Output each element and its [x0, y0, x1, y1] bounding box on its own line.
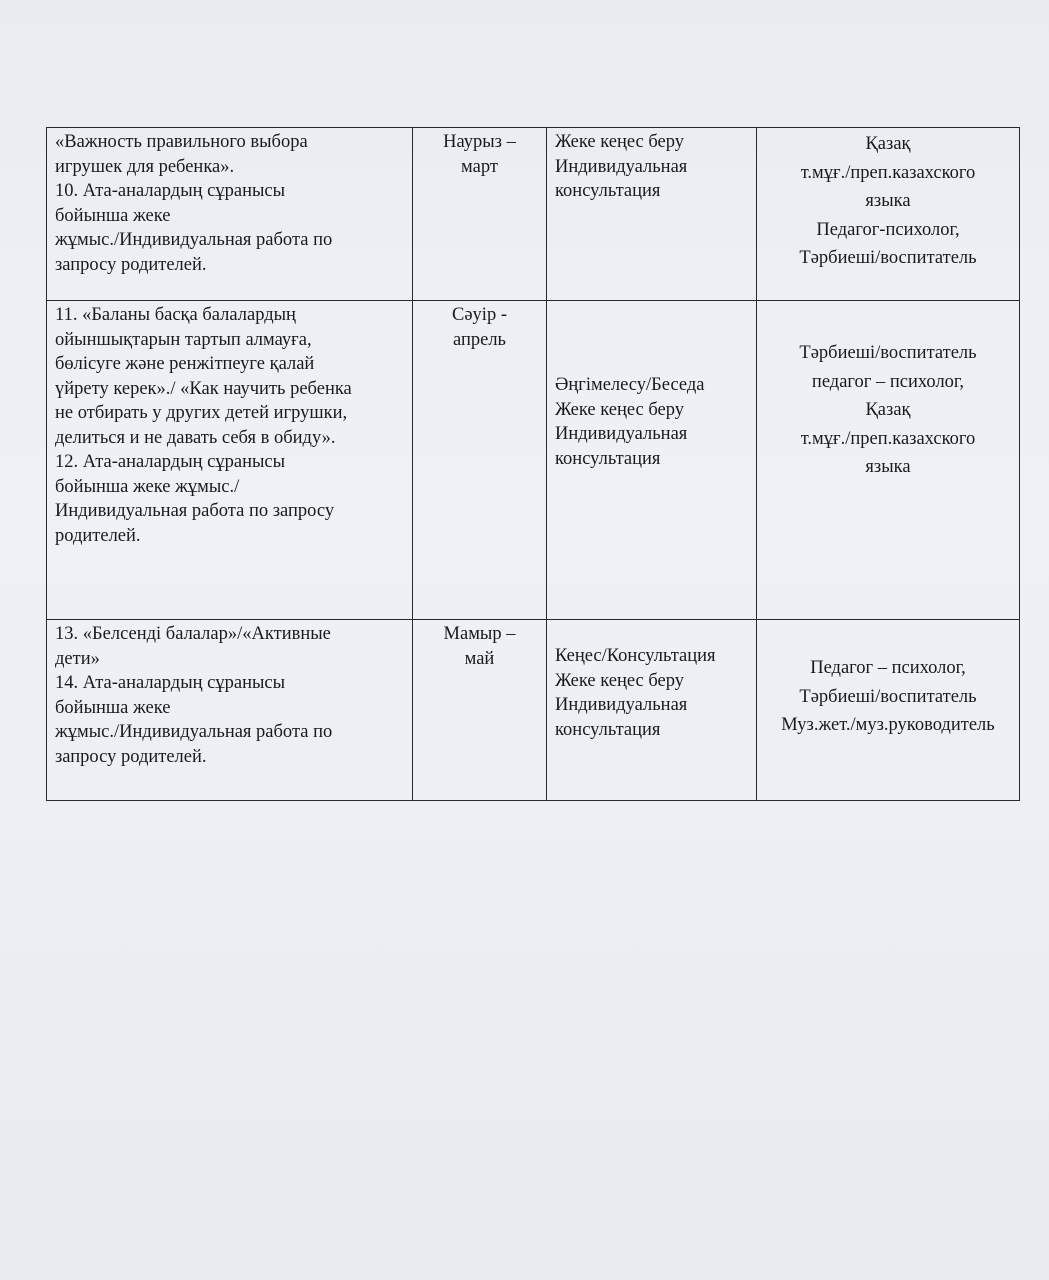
responsible-line: Тәрбиеші/воспитатель: [799, 343, 977, 363]
work-plan-table: [46, 127, 1020, 801]
topic-line: 14. Ата-аналардың сұранысы: [55, 673, 286, 693]
responsible-line: педагог – психолог,: [811, 371, 965, 392]
form-line: Әңгімелесу/Беседа: [555, 375, 705, 395]
topic-line: үйрету керек»./ «Как научить ребенка: [55, 378, 352, 399]
responsible-line: Тәрбиеші/воспитатель: [799, 248, 977, 268]
responsible-line: т.мұғ./преп.казахского: [800, 428, 976, 449]
topic-line: запросу родителей.: [55, 746, 207, 767]
responsible-line: Муз.жет./муз.руководитель: [781, 715, 995, 735]
date-line: Наурыз –: [443, 132, 516, 152]
topic-line: бойынша жеке: [55, 697, 171, 718]
responsible-line: т.мұғ./преп.казахского: [800, 162, 976, 183]
topic-line: Индивидуальная работа по запросу: [55, 501, 335, 521]
responsible-line: Қазақ: [865, 134, 911, 154]
topic-line: бойынша жеке жұмыс./: [55, 476, 240, 497]
date-line: Мамыр –: [443, 624, 516, 644]
form-line: консультация: [555, 719, 661, 740]
form-line: Жеке кеңес беру: [555, 399, 684, 420]
responsible-cell: [757, 301, 1020, 620]
form-line: консультация: [555, 181, 661, 201]
form-line: Индивидуальная: [555, 424, 688, 444]
responsible-line: Педагог – психолог,: [810, 658, 966, 678]
topic-line: запросу родителей.: [55, 254, 207, 275]
table-row: [47, 301, 1020, 620]
responsible-line: Тәрбиеші/воспитатель: [799, 686, 977, 707]
topic-line: 13. «Белсенді балалар»/«Активные: [55, 624, 331, 644]
topic-cell: [47, 620, 413, 801]
topic-line: родителей.: [55, 525, 141, 546]
topic-line: ойыншықтарын тартып алмауға,: [55, 329, 312, 350]
form-cell: [547, 301, 757, 620]
topic-line: «Важность правильного выбора: [55, 132, 308, 152]
form-cell: [547, 128, 757, 301]
topic-line: игрушек для ребенка».: [55, 156, 235, 177]
date-line: апрель: [453, 329, 506, 350]
topic-cell: [47, 128, 413, 301]
topic-line: делиться и не давать себя в обиду».: [55, 427, 336, 448]
topic-line: 12. Ата-аналардың сұранысы: [55, 452, 286, 472]
responsible-line: Қазақ: [865, 400, 911, 420]
table-row: [47, 620, 1020, 801]
form-line: Жеке кеңес беру: [555, 670, 684, 691]
topic-cell: [47, 301, 413, 620]
form-line: Индивидуальная: [555, 156, 688, 177]
date-line: май: [464, 648, 495, 669]
topic-line: жұмыс./Индивидуальная работа по: [55, 722, 333, 742]
responsible-line: языка: [865, 457, 911, 477]
form-cell: [547, 620, 757, 801]
form-line: Индивидуальная: [555, 695, 688, 715]
topic-line: не отбирать у других детей игрушки,: [55, 403, 348, 423]
responsible-cell: [757, 128, 1020, 301]
table-row: [47, 128, 1020, 301]
responsible-cell: [757, 620, 1020, 801]
topic-line: дети»: [55, 648, 100, 669]
form-line: Кеңес/Консультация: [555, 646, 716, 666]
date-cell: [413, 128, 547, 301]
topic-line: бөлісуге және ренжітпеуге қалай: [55, 354, 315, 374]
responsible-line: Педагог-психолог,: [816, 219, 960, 240]
date-line: март: [461, 156, 498, 177]
date-cell: [413, 301, 547, 620]
topic-line: жұмыс./Индивидуальная работа по: [55, 230, 333, 250]
topic-line: 10. Ата-аналардың сұранысы: [55, 181, 286, 201]
topic-line: 11. «Баланы басқа балалардың: [55, 305, 296, 325]
date-line: Сәуір -: [452, 305, 507, 325]
form-line: Жеке кеңес беру: [555, 132, 684, 152]
topic-line: бойынша жеке: [55, 205, 171, 226]
date-cell: [413, 620, 547, 801]
form-line: консультация: [555, 448, 661, 469]
responsible-line: языка: [865, 191, 911, 211]
